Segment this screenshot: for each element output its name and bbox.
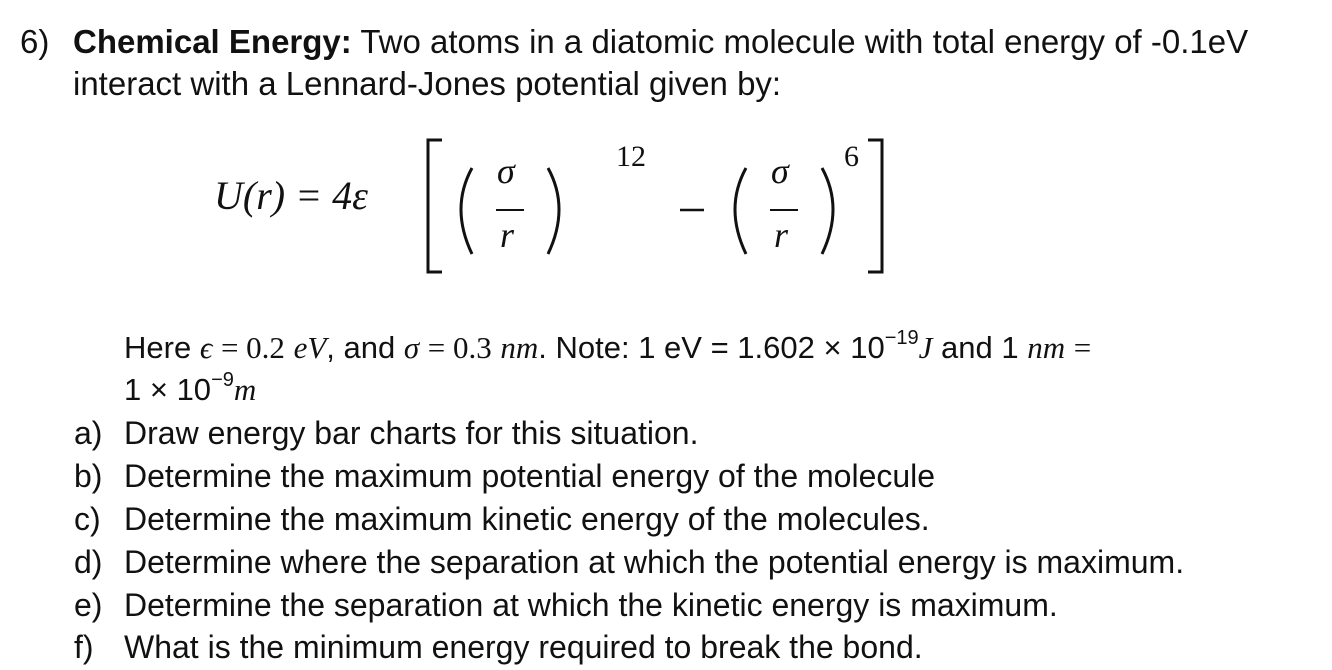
part-text: Determine the maximum kinetic energy of the molecules.	[124, 501, 930, 537]
equals-sign: =	[1073, 330, 1092, 365]
problem-intro-1: Two atoms in a diatomic molecule with total energy of -0.1eV	[360, 23, 1249, 60]
nm-unit: nm	[500, 330, 539, 365]
part-label: b)	[74, 458, 103, 494]
part-label: a)	[74, 415, 103, 451]
frac2-denominator: r	[774, 215, 789, 255]
exponent-6: 6	[844, 140, 859, 173]
equation-brackets	[420, 138, 900, 278]
equation-lhs: U(r) = 4ε	[214, 173, 368, 218]
frac1-denominator: r	[500, 215, 515, 255]
note-here: Here	[124, 330, 192, 365]
part-text: Determine where the separation at which the potential energy is maximum.	[124, 544, 1185, 580]
epsilon-symbol: ϵ	[199, 330, 213, 365]
given-values-line1	[124, 327, 1092, 366]
given-values-line2	[124, 369, 257, 408]
joule-unit: J	[918, 330, 933, 365]
note-line2-base: 1 × 10	[124, 372, 212, 407]
exponent-12: 12	[616, 140, 646, 173]
note-and-2: and 1	[932, 330, 1019, 365]
nm-unit-2: nm	[1027, 330, 1066, 365]
part-label: f)	[74, 629, 94, 665]
frac2-numerator: σ	[771, 151, 789, 191]
meter-unit: m	[233, 372, 257, 407]
ev-unit: eV	[293, 330, 327, 365]
part-text: Determine the maximum potential energy of the molecule	[124, 458, 936, 494]
sigma-value: = 0.3	[427, 330, 492, 365]
part-label: e)	[74, 587, 103, 623]
part-text: Draw energy bar charts for this situation.	[124, 415, 699, 451]
part-text: What is the minimum energy required to break the bond.	[124, 629, 923, 665]
problem-number: 6)	[20, 23, 50, 60]
sigma-symbol: σ	[403, 330, 420, 365]
frac1-numerator: σ	[497, 151, 515, 191]
part-text: Determine the separation at which the kinetic energy is maximum.	[124, 587, 1058, 623]
problem-title: Chemical Energy:	[73, 23, 352, 60]
part-label: c)	[74, 501, 101, 537]
problem-intro-2: interact with a Lennard-Jones potential given by:	[73, 65, 782, 102]
epsilon-value: = 0.2	[220, 330, 285, 365]
part-label: d)	[74, 544, 103, 580]
exponent-minus-9: −9	[211, 369, 234, 391]
exponent-minus-19: −19	[884, 327, 919, 349]
problem-statement-line1	[73, 22, 1248, 62]
note-and: , and	[326, 330, 396, 365]
note-conversion: . Note: 1 eV = 1.602 × 10	[538, 330, 885, 365]
